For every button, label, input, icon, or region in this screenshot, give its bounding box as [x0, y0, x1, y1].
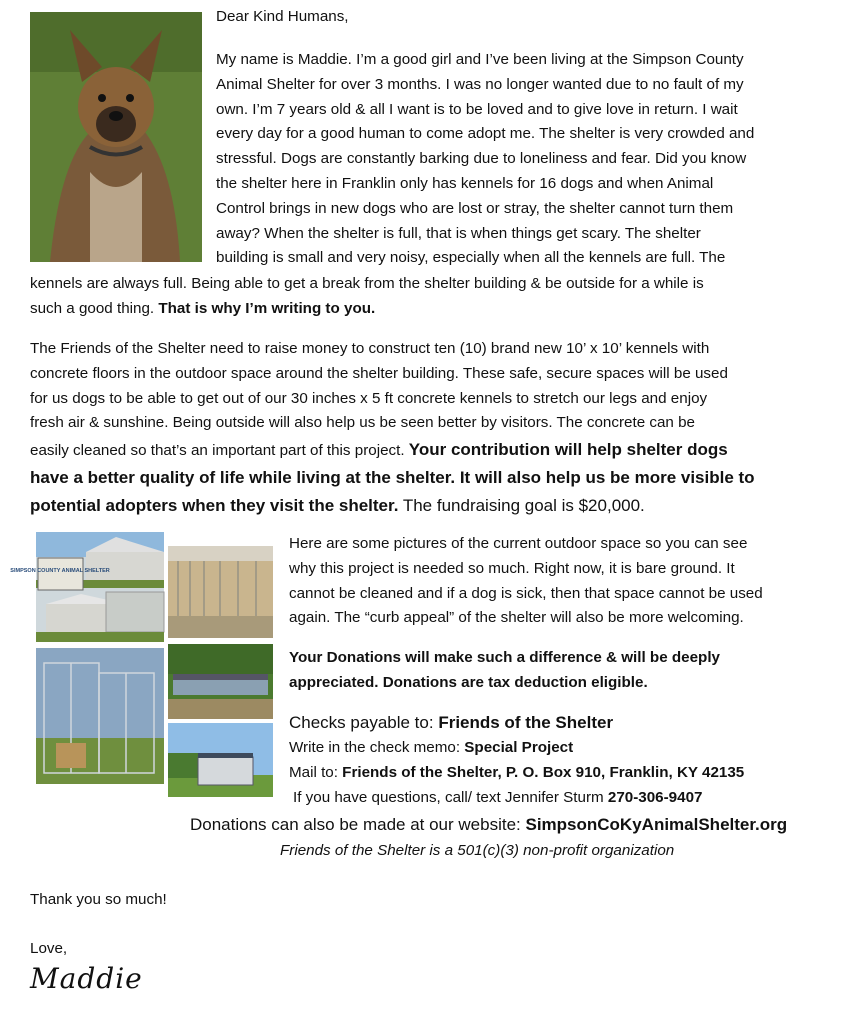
intro-paragraph	[216, 48, 836, 271]
donations-note	[289, 646, 839, 696]
pictures-paragraph	[289, 532, 839, 631]
thanks-line: Thank you so much!	[30, 891, 167, 908]
project-line	[30, 492, 840, 520]
intro-paragraph-continued	[30, 272, 830, 322]
project-line: fresh air & sunshine. Being outside will also help us be seen better by visitors. The concrete can be	[30, 414, 695, 432]
intro-line: stressful. Dogs are constantly barking due to loneliness and fear. Did you know	[216, 150, 747, 168]
checks-value: Friends of the Shelter	[438, 713, 614, 732]
pictures-line: Here are some pictures of the current outdoor space so you can see	[289, 535, 748, 552]
signature: Maddie	[30, 962, 143, 995]
intro-line: own. I’m 7 years old & all I want is to be loved and to give love in return. I wait	[216, 100, 738, 118]
checks-payable	[289, 710, 849, 736]
memo-label: Write in the check memo:	[289, 739, 465, 756]
shelter-building-photo	[10, 532, 164, 642]
outdoor-shelter-photo	[168, 644, 273, 719]
dog-photo	[30, 12, 202, 262]
chain-link-kennel-photo	[36, 648, 164, 784]
project-emphasis: potential adopters when they visit the shelter.	[30, 496, 399, 516]
mail-address: Friends of the Shelter, P. O. Box 910, Franklin, KY 42135	[342, 763, 745, 781]
check-memo	[289, 736, 849, 761]
intro-line	[30, 297, 830, 322]
mail-to	[289, 761, 849, 786]
pictures-line: again. The “curb appeal” of the shelter will also be more welcoming.	[289, 609, 744, 627]
mail-label: Mail to:	[289, 763, 343, 781]
closing-line: Love,	[30, 940, 68, 957]
donations-line	[289, 646, 839, 671]
website-text: Donations can also be made at our website:	[190, 815, 526, 834]
questions-text: If you have questions, call/ text Jennifer Sturm	[293, 788, 608, 806]
project-line	[30, 464, 840, 492]
greeting: Dear Kind Humans,	[216, 8, 349, 25]
project-line	[30, 436, 840, 464]
website-line	[190, 812, 787, 838]
indoor-kennels-photo	[168, 546, 273, 638]
donations-line	[289, 671, 839, 696]
intro-line: kennels are always full. Being able to get a break from the shelter building & be outside for a while is	[30, 275, 704, 292]
project-emphasis: have a better quality of life while living at the shelter. It will also help us be more visible to	[30, 468, 755, 488]
intro-line: building is small and very noisy, especially when all the kennels are full. The	[216, 249, 726, 267]
donations-text: Your Donations will make such a difference & will be deeply	[289, 649, 720, 666]
project-line: concrete floors in the outdoor space around the shelter building. These safe, secure spaces will be used	[30, 364, 728, 382]
intro-line: My name is Maddie. I’m a good girl and I’ve been living at the Simpson County	[216, 51, 744, 68]
pictures-line: cannot be cleaned and if a dog is sick, then that space cannot be used	[289, 584, 763, 602]
nonprofit-note: Friends of the Shelter is a 501(c)(3) non-profit organization	[280, 842, 675, 859]
intro-text: such a good thing.	[30, 299, 159, 317]
memo-value: Special Project	[464, 739, 574, 756]
intro-line: Control brings in new dogs who are lost or stray, the shelter cannot turn them	[216, 199, 734, 217]
kennel-run-photo	[168, 723, 273, 797]
project-paragraph	[30, 337, 840, 520]
pictures-line: why this project is needed so much. Right now, it is bare ground. It	[289, 559, 735, 577]
project-text: easily cleaned so that’s an important part of this project.	[30, 442, 409, 460]
fundraising-goal: The fundraising goal is $20,000.	[398, 496, 645, 516]
project-line: The Friends of the Shelter need to raise money to construct ten (10) brand new 10’ x 10’ kennels with	[30, 340, 710, 357]
questions-contact	[289, 786, 849, 811]
intro-emphasis: That is why I’m writing to you.	[158, 299, 376, 317]
donations-text: appreciated. Donations are tax deduction eligible.	[289, 673, 648, 691]
intro-line: every day for a good human to come adopt me. The shelter is very crowded and	[216, 125, 755, 143]
contact-phone: 270-306-9407	[607, 788, 703, 806]
project-line: for us dogs to be able to get out of our 30 inches x 5 ft concrete kennels to stretch our legs and enjoy	[30, 389, 708, 407]
website-link[interactable]: SimpsonCoKyAnimalShelter.org	[525, 815, 788, 834]
project-emphasis: Your contribution will help shelter dogs	[408, 440, 728, 460]
intro-line: the shelter here in Franklin only has kennels for 16 dogs and when Animal	[216, 174, 714, 192]
shelter-sign-text: SIMPSON COUNTY ANIMAL SHELTER	[10, 568, 110, 574]
intro-line: away? When the shelter is full, that is when things get scary. The shelter	[216, 224, 701, 242]
checks-label: Checks payable to:	[289, 713, 439, 732]
intro-line: Animal Shelter for over 3 months. I was no longer wanted due to no fault of my	[216, 75, 744, 93]
payment-info	[289, 710, 849, 810]
shelter-photo-collage	[10, 532, 276, 802]
